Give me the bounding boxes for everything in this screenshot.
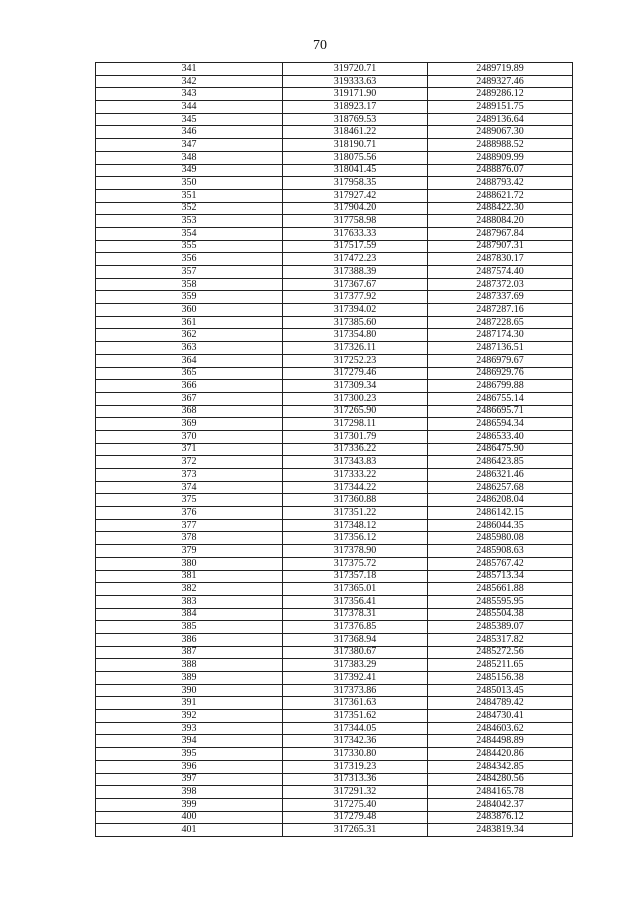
point-number-cell: 354 [96,227,283,240]
y-coordinate-cell: 2485389.07 [428,621,573,634]
x-coordinate-cell: 318041.45 [283,164,428,177]
point-number-cell: 371 [96,443,283,456]
table-row [96,672,573,685]
table-row [96,291,573,304]
table-row [96,304,573,317]
x-coordinate-cell: 317758.98 [283,215,428,228]
y-coordinate-cell: 2489719.89 [428,63,573,76]
y-coordinate-cell: 2485980.08 [428,532,573,545]
point-number-cell: 370 [96,430,283,443]
x-coordinate-cell: 317309.34 [283,380,428,393]
y-coordinate-cell: 2487287.16 [428,304,573,317]
table-row [96,278,573,291]
table-row [96,481,573,494]
point-number-cell: 383 [96,595,283,608]
x-coordinate-cell: 317357.18 [283,570,428,583]
point-number-cell: 372 [96,456,283,469]
point-number-cell: 362 [96,329,283,342]
table-row [96,786,573,799]
x-coordinate-cell: 317336.22 [283,443,428,456]
table-row [96,240,573,253]
point-number-cell: 361 [96,316,283,329]
y-coordinate-cell: 2485272.56 [428,646,573,659]
y-coordinate-cell: 2488422.30 [428,202,573,215]
y-coordinate-cell: 2487830.17 [428,253,573,266]
point-number-cell: 384 [96,608,283,621]
point-number-cell: 373 [96,469,283,482]
x-coordinate-cell: 317392.41 [283,672,428,685]
y-coordinate-cell: 2486979.67 [428,354,573,367]
table-row [96,266,573,279]
table-row [96,684,573,697]
point-number-cell: 400 [96,811,283,824]
x-coordinate-cell: 317279.46 [283,367,428,380]
y-coordinate-cell: 2487967.84 [428,227,573,240]
table-row [96,735,573,748]
table-row [96,824,573,837]
point-number-cell: 396 [96,760,283,773]
table-row [96,380,573,393]
point-number-cell: 351 [96,189,283,202]
table-row [96,316,573,329]
x-coordinate-cell: 317361.63 [283,697,428,710]
y-coordinate-cell: 2489067.30 [428,126,573,139]
x-coordinate-cell: 317373.86 [283,684,428,697]
point-number-cell: 348 [96,151,283,164]
point-number-cell: 369 [96,418,283,431]
point-number-cell: 382 [96,583,283,596]
y-coordinate-cell: 2488084.20 [428,215,573,228]
y-coordinate-cell: 2485211.65 [428,659,573,672]
y-coordinate-cell: 2484342.85 [428,760,573,773]
table-row [96,430,573,443]
y-coordinate-cell: 2484603.62 [428,722,573,735]
x-coordinate-cell: 317375.72 [283,557,428,570]
table-row [96,748,573,761]
y-coordinate-cell: 2485908.63 [428,545,573,558]
table-row [96,545,573,558]
table-row [96,494,573,507]
table-row [96,811,573,824]
y-coordinate-cell: 2487228.65 [428,316,573,329]
point-number-cell: 388 [96,659,283,672]
table-row [96,329,573,342]
x-coordinate-cell: 317383.29 [283,659,428,672]
point-number-cell: 377 [96,519,283,532]
x-coordinate-cell: 318190.71 [283,139,428,152]
point-number-cell: 366 [96,380,283,393]
point-number-cell: 343 [96,88,283,101]
x-coordinate-cell: 317958.35 [283,177,428,190]
point-number-cell: 347 [96,139,283,152]
x-coordinate-cell: 317319.23 [283,760,428,773]
table-row [96,139,573,152]
y-coordinate-cell: 2487174.30 [428,329,573,342]
table-row [96,760,573,773]
x-coordinate-cell: 317376.85 [283,621,428,634]
table-row [96,570,573,583]
y-coordinate-cell: 2486475.90 [428,443,573,456]
table-row [96,583,573,596]
table-row [96,532,573,545]
table-row [96,342,573,355]
table-row [96,519,573,532]
point-number-cell: 376 [96,507,283,520]
table-row [96,367,573,380]
point-number-cell: 392 [96,710,283,723]
y-coordinate-cell: 2487907.31 [428,240,573,253]
x-coordinate-cell: 317904.20 [283,202,428,215]
y-coordinate-cell: 2484789.42 [428,697,573,710]
point-number-cell: 385 [96,621,283,634]
point-number-cell: 345 [96,113,283,126]
table-row [96,773,573,786]
table-row [96,189,573,202]
table-row [96,164,573,177]
y-coordinate-cell: 2486257.68 [428,481,573,494]
table-row [96,608,573,621]
table-row [96,469,573,482]
table-row [96,151,573,164]
x-coordinate-cell: 317472.23 [283,253,428,266]
point-number-cell: 394 [96,735,283,748]
point-number-cell: 395 [96,748,283,761]
point-number-cell: 401 [96,824,283,837]
y-coordinate-cell: 2484420.86 [428,748,573,761]
point-number-cell: 380 [96,557,283,570]
table-row [96,227,573,240]
x-coordinate-cell: 317368.94 [283,633,428,646]
table-row [96,557,573,570]
point-number-cell: 358 [96,278,283,291]
y-coordinate-cell: 2485156.38 [428,672,573,685]
y-coordinate-cell: 2486044.35 [428,519,573,532]
table-row [96,101,573,114]
coordinates-table [95,62,573,837]
table-row [96,646,573,659]
y-coordinate-cell: 2486929.76 [428,367,573,380]
table-row [96,63,573,76]
x-coordinate-cell: 317354.80 [283,329,428,342]
y-coordinate-cell: 2489151.75 [428,101,573,114]
y-coordinate-cell: 2485767.42 [428,557,573,570]
y-coordinate-cell: 2487372.03 [428,278,573,291]
point-number-cell: 350 [96,177,283,190]
x-coordinate-cell: 317275.40 [283,798,428,811]
y-coordinate-cell: 2486755.14 [428,392,573,405]
point-number-cell: 397 [96,773,283,786]
y-coordinate-cell: 2486799.88 [428,380,573,393]
table-row [96,595,573,608]
y-coordinate-cell: 2484730.41 [428,710,573,723]
y-coordinate-cell: 2488988.52 [428,139,573,152]
table-row [96,710,573,723]
x-coordinate-cell: 317394.02 [283,304,428,317]
table-row [96,354,573,367]
x-coordinate-cell: 317360.88 [283,494,428,507]
table-row [96,215,573,228]
x-coordinate-cell: 317633.33 [283,227,428,240]
x-coordinate-cell: 317927.42 [283,189,428,202]
x-coordinate-cell: 319333.63 [283,75,428,88]
table-row [96,798,573,811]
x-coordinate-cell: 317300.23 [283,392,428,405]
y-coordinate-cell: 2485595.95 [428,595,573,608]
table-row [96,722,573,735]
x-coordinate-cell: 317378.31 [283,608,428,621]
x-coordinate-cell: 318769.53 [283,113,428,126]
point-number-cell: 375 [96,494,283,507]
point-number-cell: 349 [96,164,283,177]
point-number-cell: 360 [96,304,283,317]
y-coordinate-cell: 2484165.78 [428,786,573,799]
table-row [96,253,573,266]
x-coordinate-cell: 317326.11 [283,342,428,355]
table-row [96,202,573,215]
point-number-cell: 378 [96,532,283,545]
point-number-cell: 353 [96,215,283,228]
x-coordinate-cell: 317517.59 [283,240,428,253]
y-coordinate-cell: 2488621.72 [428,189,573,202]
point-number-cell: 357 [96,266,283,279]
x-coordinate-cell: 317365.01 [283,583,428,596]
table-row [96,392,573,405]
x-coordinate-cell: 317333.22 [283,469,428,482]
point-number-cell: 391 [96,697,283,710]
table-row [96,456,573,469]
y-coordinate-cell: 2486533.40 [428,430,573,443]
point-number-cell: 344 [96,101,283,114]
y-coordinate-cell: 2485317.82 [428,633,573,646]
x-coordinate-cell: 317344.22 [283,481,428,494]
table-row [96,75,573,88]
table-row [96,405,573,418]
x-coordinate-cell: 317342.36 [283,735,428,748]
point-number-cell: 356 [96,253,283,266]
y-coordinate-cell: 2488876.07 [428,164,573,177]
point-number-cell: 359 [96,291,283,304]
y-coordinate-cell: 2487337.69 [428,291,573,304]
x-coordinate-cell: 317279.48 [283,811,428,824]
y-coordinate-cell: 2484280.56 [428,773,573,786]
y-coordinate-cell: 2488909.99 [428,151,573,164]
y-coordinate-cell: 2489136.64 [428,113,573,126]
table-row [96,633,573,646]
x-coordinate-cell: 317351.62 [283,710,428,723]
table-row [96,659,573,672]
y-coordinate-cell: 2483819.34 [428,824,573,837]
x-coordinate-cell: 317356.41 [283,595,428,608]
x-coordinate-cell: 317344.05 [283,722,428,735]
y-coordinate-cell: 2484042.37 [428,798,573,811]
y-coordinate-cell: 2487136.51 [428,342,573,355]
x-coordinate-cell: 317291.32 [283,786,428,799]
x-coordinate-cell: 319720.71 [283,63,428,76]
table-row [96,621,573,634]
y-coordinate-cell: 2484498.89 [428,735,573,748]
table-row [96,177,573,190]
point-number-cell: 386 [96,633,283,646]
y-coordinate-cell: 2486695.71 [428,405,573,418]
y-coordinate-cell: 2487574.40 [428,266,573,279]
point-number-cell: 365 [96,367,283,380]
x-coordinate-cell: 317252.23 [283,354,428,367]
point-number-cell: 389 [96,672,283,685]
y-coordinate-cell: 2485661.88 [428,583,573,596]
x-coordinate-cell: 318075.56 [283,151,428,164]
point-number-cell: 399 [96,798,283,811]
point-number-cell: 368 [96,405,283,418]
x-coordinate-cell: 317265.31 [283,824,428,837]
point-number-cell: 341 [96,63,283,76]
y-coordinate-cell: 2486142.15 [428,507,573,520]
point-number-cell: 390 [96,684,283,697]
x-coordinate-cell: 317377.92 [283,291,428,304]
y-coordinate-cell: 2486321.46 [428,469,573,482]
point-number-cell: 381 [96,570,283,583]
table-row [96,443,573,456]
x-coordinate-cell: 318461.22 [283,126,428,139]
x-coordinate-cell: 317301.79 [283,430,428,443]
point-number-cell: 364 [96,354,283,367]
y-coordinate-cell: 2489286.12 [428,88,573,101]
x-coordinate-cell: 317298.11 [283,418,428,431]
x-coordinate-cell: 317313.36 [283,773,428,786]
point-number-cell: 363 [96,342,283,355]
table-row [96,418,573,431]
point-number-cell: 379 [96,545,283,558]
y-coordinate-cell: 2485713.34 [428,570,573,583]
point-number-cell: 355 [96,240,283,253]
x-coordinate-cell: 319171.90 [283,88,428,101]
x-coordinate-cell: 317265.90 [283,405,428,418]
point-number-cell: 342 [96,75,283,88]
page-number: 70 [313,38,327,53]
y-coordinate-cell: 2485013.45 [428,684,573,697]
x-coordinate-cell: 317380.67 [283,646,428,659]
x-coordinate-cell: 317385.60 [283,316,428,329]
y-coordinate-cell: 2488793.42 [428,177,573,190]
table-row [96,126,573,139]
y-coordinate-cell: 2489327.46 [428,75,573,88]
y-coordinate-cell: 2486208.04 [428,494,573,507]
x-coordinate-cell: 317351.22 [283,507,428,520]
table-row [96,507,573,520]
y-coordinate-cell: 2485504.38 [428,608,573,621]
table-row [96,113,573,126]
point-number-cell: 393 [96,722,283,735]
point-number-cell: 387 [96,646,283,659]
x-coordinate-cell: 317348.12 [283,519,428,532]
y-coordinate-cell: 2486423.85 [428,456,573,469]
x-coordinate-cell: 317388.39 [283,266,428,279]
coordinates-table-body [96,63,573,837]
x-coordinate-cell: 317330.80 [283,748,428,761]
y-coordinate-cell: 2483876.12 [428,811,573,824]
x-coordinate-cell: 317343.83 [283,456,428,469]
x-coordinate-cell: 317378.90 [283,545,428,558]
point-number-cell: 398 [96,786,283,799]
point-number-cell: 352 [96,202,283,215]
table-row [96,697,573,710]
x-coordinate-cell: 318923.17 [283,101,428,114]
x-coordinate-cell: 317367.67 [283,278,428,291]
point-number-cell: 346 [96,126,283,139]
table-row [96,88,573,101]
y-coordinate-cell: 2486594.34 [428,418,573,431]
point-number-cell: 374 [96,481,283,494]
point-number-cell: 367 [96,392,283,405]
x-coordinate-cell: 317356.12 [283,532,428,545]
